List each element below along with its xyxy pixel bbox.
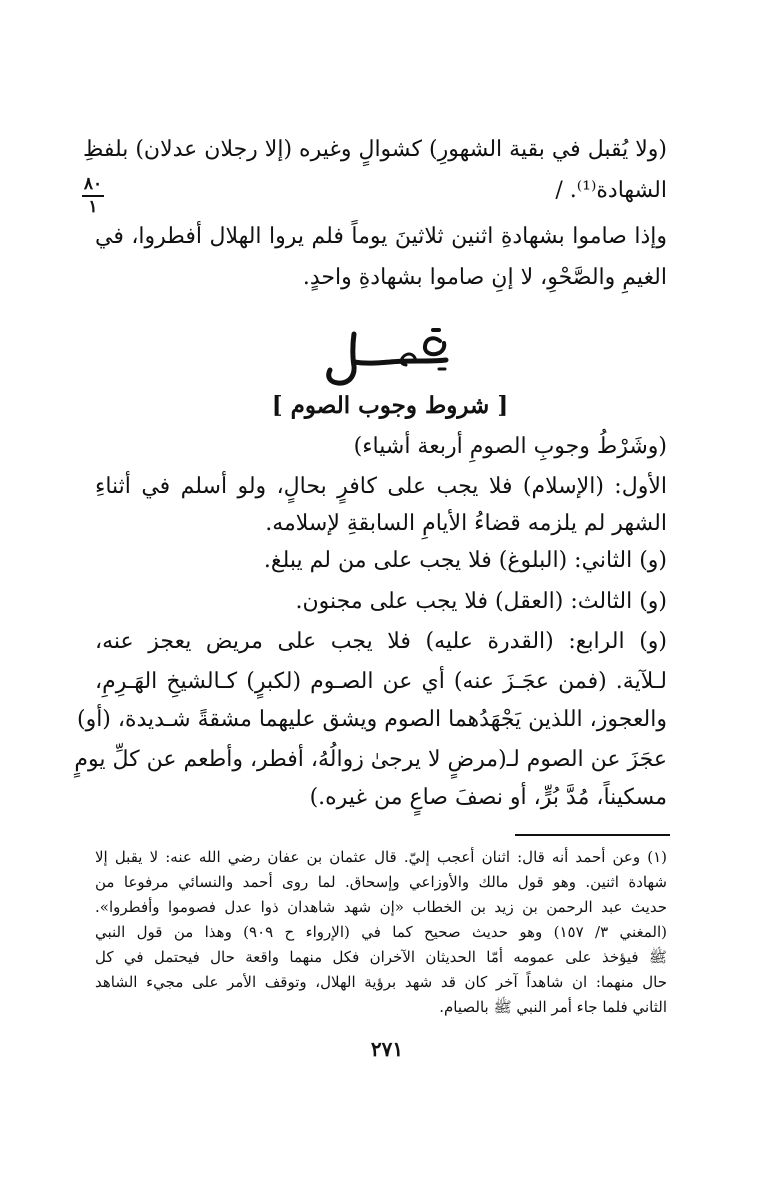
- footnote-line-3: حديث عبد الرحمن بن زيد بن الخطاب «إن شهد شاهدان ذوا عدل فصوموا وأفطروا».: [95, 898, 667, 916]
- folio-numerator: ٨٠: [83, 174, 103, 194]
- manuscript-folio-marker: [79, 176, 107, 218]
- section-line-4: (و) الثاني: (البلوغ) فلا يجب على من لم يبلغ.: [263, 548, 667, 573]
- section-line-1: (وشَرْطُ وجوبِ الصومِ أربعة أشياء): [353, 434, 667, 459]
- section-line-10: مسكيناً، مُدَّ بُرٍّ، أو نصفَ صاعٍ من غيره.): [309, 785, 667, 810]
- section-line-5: (و) الثالث: (العقل) فلا يجب على مجنون.: [295, 589, 667, 614]
- section-line-7: لـلآية. (فمن عجَـزَ عنه) أي عن الصـوم (لكبرٍ) كـالشيخِ الهَـرِمِ،: [95, 669, 667, 694]
- footnote-line-7: الثاني فلما جاء أمر النبي ﷺ بالصيام.: [439, 998, 667, 1016]
- footnote-separator: [515, 834, 670, 836]
- footnote-line-2: شهادة اثنين. وهو قول مالك والأوزاعي وإسحاق. لما روى أحمد والنسائي مرفوعا من: [95, 873, 667, 891]
- body-line-4: الغيمِ والصَّحْوِ، لا إنِ صاموا بشهادةِ واحدٍ.: [302, 265, 667, 290]
- body-line-1: (ولا يُقبل في بقية الشهورِ) كشوالٍ وغيره (إلا رجلان عدلان) بلفظِ: [82, 137, 667, 162]
- page-number: ٢٧١: [370, 1037, 404, 1061]
- section-line-3: الشهر لم يلزمه قضاءُ الأيامِ السابقةِ لإسلامه.: [265, 511, 667, 536]
- body-line-3: وإذا صاموا بشهادةِ اثنين ثلاثينَ يوماً فلم يروا الهلال أفطروا، في: [95, 224, 667, 249]
- footnote-line-1: (١) وعن أحمد أنه قال: اثنان أعجب إليّ. قال عثمان بن عفان رضي الله عنه: لا يقبل إلا: [95, 848, 667, 866]
- footnote-line-4: (المغني ٣/ ١٥٧) وهو حديث صحيح كما في (الإرواء ح ٩٠٩) وهذا من قول النبي: [95, 923, 668, 941]
- section-line-2: الأول: (الإسلام) فلا يجب على كافرٍ بحالٍ، ولو أسلم في أثناءِ: [95, 474, 667, 499]
- folio-denominator: ١: [88, 197, 98, 217]
- footnote-line-5: ﷺ فيؤخذ على عمومه أمّا الحديثان الآخران فكل منهما واقعة حال فيحتمل في كل: [95, 948, 667, 966]
- section-line-6: (و) الرابع: (القدرة عليه) فلا يجب على مريض يعجز عنه،: [95, 629, 667, 654]
- fasl-calligraphy-ornament: [318, 326, 458, 388]
- section-heading: [ شروط وجوب الصوم ]: [271, 392, 509, 419]
- section-line-9: عجَزَ عن الصوم لـ(مرضٍ لا يرجىٰ زوالُهُ، أفطر، وأطعم عن كلِّ يومٍ: [74, 747, 667, 772]
- section-line-8: والعجوز، اللذين يَجْهَدُهما الصوم ويشق عليهما مشقةً شـديدة، (أو): [76, 707, 667, 732]
- footnote-line-6: حال منهما: ان شاهداً آخر كان قد شهد برؤية الهلال، وتوقف الأمر على مجيء الشاهد: [95, 973, 667, 991]
- body-line-2: الشهادة⁽¹⁾. /: [555, 178, 667, 203]
- fasl-ornament-text: فصل: [318, 326, 321, 327]
